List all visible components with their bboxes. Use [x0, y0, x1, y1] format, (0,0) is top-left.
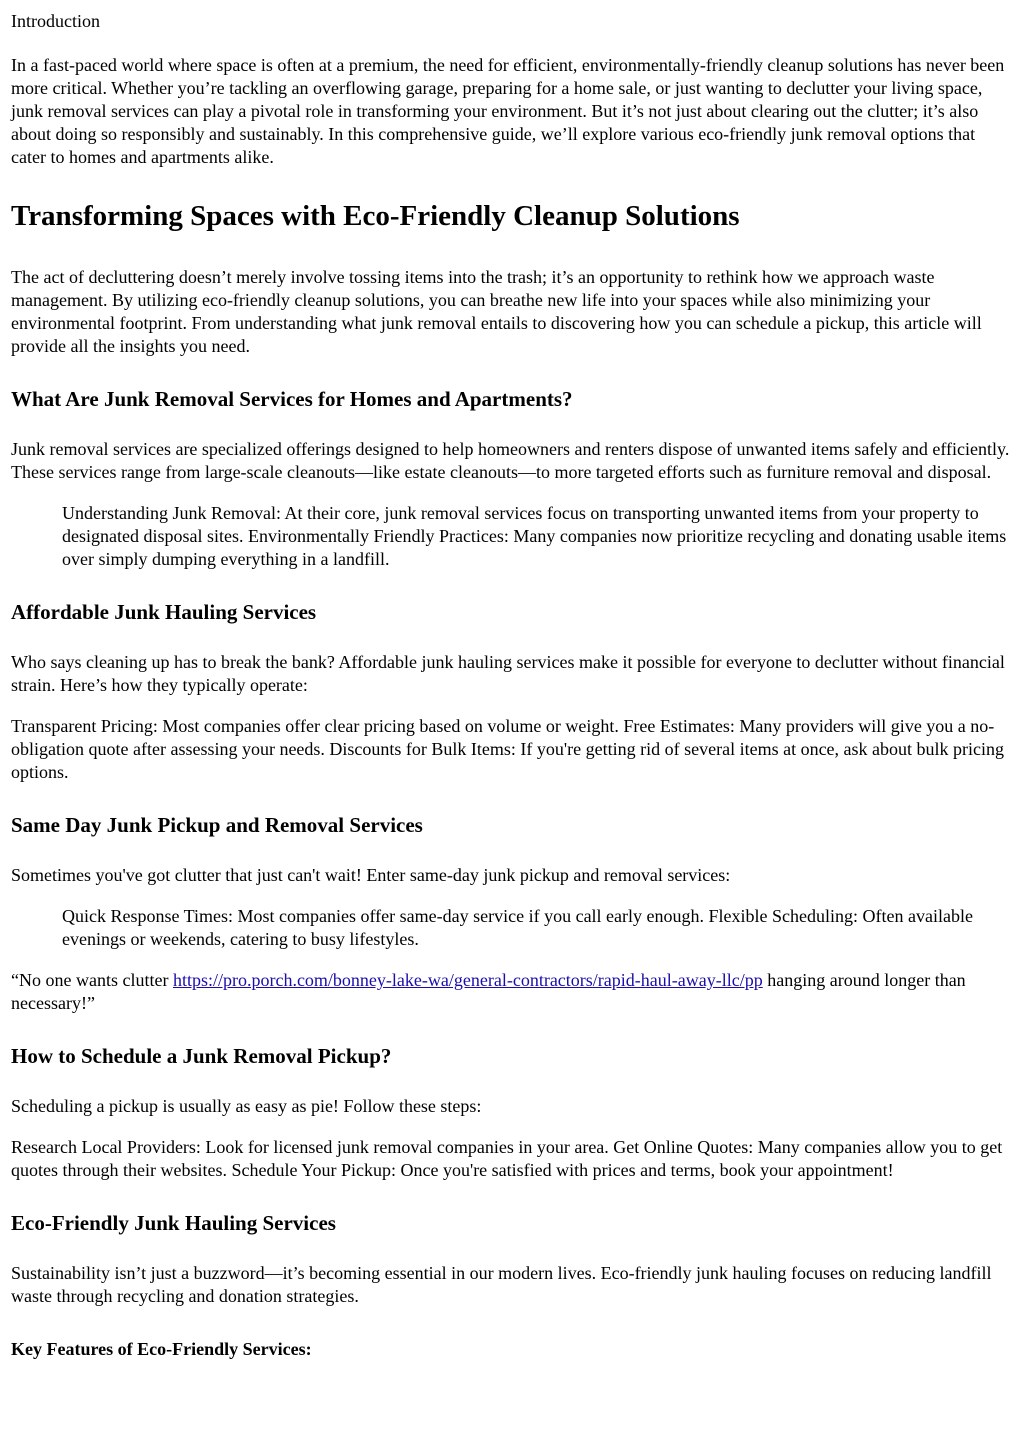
porch-link[interactable]: https://pro.porch.com/bonney-lake-wa/general-contractors/rapid-haul-away-llc/pp: [172, 970, 763, 990]
main-paragraph: The act of decluttering doesn’t merely involve tossing items into the trash; it’s an opportunity to rethink how we approach waste management. By utilizing eco-friendly cleanup solutions, you can breathe new life into your spaces while also minimizing your environmental footprint. From understanding what junk removal entails to discovering how you can schedule a pickup, this article will provide all the insights you need.: [11, 267, 982, 356]
schedule-paragraph-2: Research Local Providers: Look for licensed junk removal companies in your area. Get Online Quotes: Many companies allow you to get quotes through their websites. Schedule Your Pickup: Once you're satisfied with prices and terms, book your appointment!: [11, 1137, 1003, 1180]
page-title: Transforming Spaces with Eco-Friendly Cleanup Solutions: [11, 200, 740, 232]
intro-label: Introduction: [11, 11, 100, 31]
eco-paragraph: Sustainability isn’t just a buzzword—it’s becoming essential in our modern lives. Eco-friendly junk hauling focuses on reducing landfill waste through recycling and donation strategies.: [11, 1263, 992, 1306]
same-day-quote: Quick Response Times: Most companies offer same-day service if you call early enough. Flexible Scheduling: Often available evenings or weekends, catering to busy lifestyles.: [62, 906, 973, 949]
heading-eco-friendly-hauling: Eco-Friendly Junk Hauling Services: [11, 1211, 336, 1235]
affordable-paragraph-1: Who says cleaning up has to break the bank? Affordable junk hauling services make it possible for everyone to declutter without financial strain. Here’s how they typically operate:: [11, 652, 1005, 695]
what-are-paragraph: Junk removal services are specialized offerings designed to help homeowners and renters dispose of unwanted items safely and efficiently. These services range from large-scale cleanouts—like estate cleanouts—to more targeted efforts such as furniture removal and disposal.: [11, 439, 1010, 482]
heading-what-are-junk-removal: What Are Junk Removal Services for Homes and Apartments?: [11, 387, 573, 411]
clutter-quote-start: “No one wants clutter: [11, 970, 173, 990]
schedule-paragraph-1: Scheduling a pickup is usually as easy as pie! Follow these steps:: [11, 1096, 482, 1116]
intro-paragraph: In a fast-paced world where space is often at a premium, the need for efficient, environmentally-friendly cleanup solutions has never been more critical. Whether you’re tackling an overflowing garage, preparing for a home sale, or just wanting to declutter your living space, junk removal services can play a pivotal role in transforming your environment. But it’s not just about clearing out the clutter; it’s also about doing so responsibly and sustainably. In this comprehensive guide, we’ll explore various eco-friendly junk removal options that cater to homes and apartments alike.: [11, 55, 1005, 167]
clutter-quote: [11, 969, 1013, 1015]
clutter-quote-end: hanging around longer than necessary!”: [11, 970, 966, 1013]
heading-same-day-pickup: Same Day Junk Pickup and Removal Services: [11, 813, 423, 837]
same-day-paragraph: Sometimes you've got clutter that just can't wait! Enter same-day junk pickup and removal services:: [11, 865, 731, 885]
what-are-quote: Understanding Junk Removal: At their core, junk removal services focus on transporting unwanted items from your property to designated disposal sites. Environmentally Friendly Practices: Many companies now prioritize recycling and donating usable items over simply dumping everything in a landfill.: [62, 503, 1007, 569]
affordable-paragraph-2: Transparent Pricing: Most companies offer clear pricing based on volume or weight. Free Estimates: Many providers will give you a no-obligation quote after assessing your needs. Discounts for Bulk Items: If you're getting rid of several items at once, ask about bulk pricing options.: [11, 716, 1005, 782]
heading-key-features: Key Features of Eco-Friendly Services:: [11, 1339, 312, 1359]
heading-schedule-pickup: How to Schedule a Junk Removal Pickup?: [11, 1044, 392, 1068]
heading-affordable-hauling: Affordable Junk Hauling Services: [11, 600, 317, 624]
